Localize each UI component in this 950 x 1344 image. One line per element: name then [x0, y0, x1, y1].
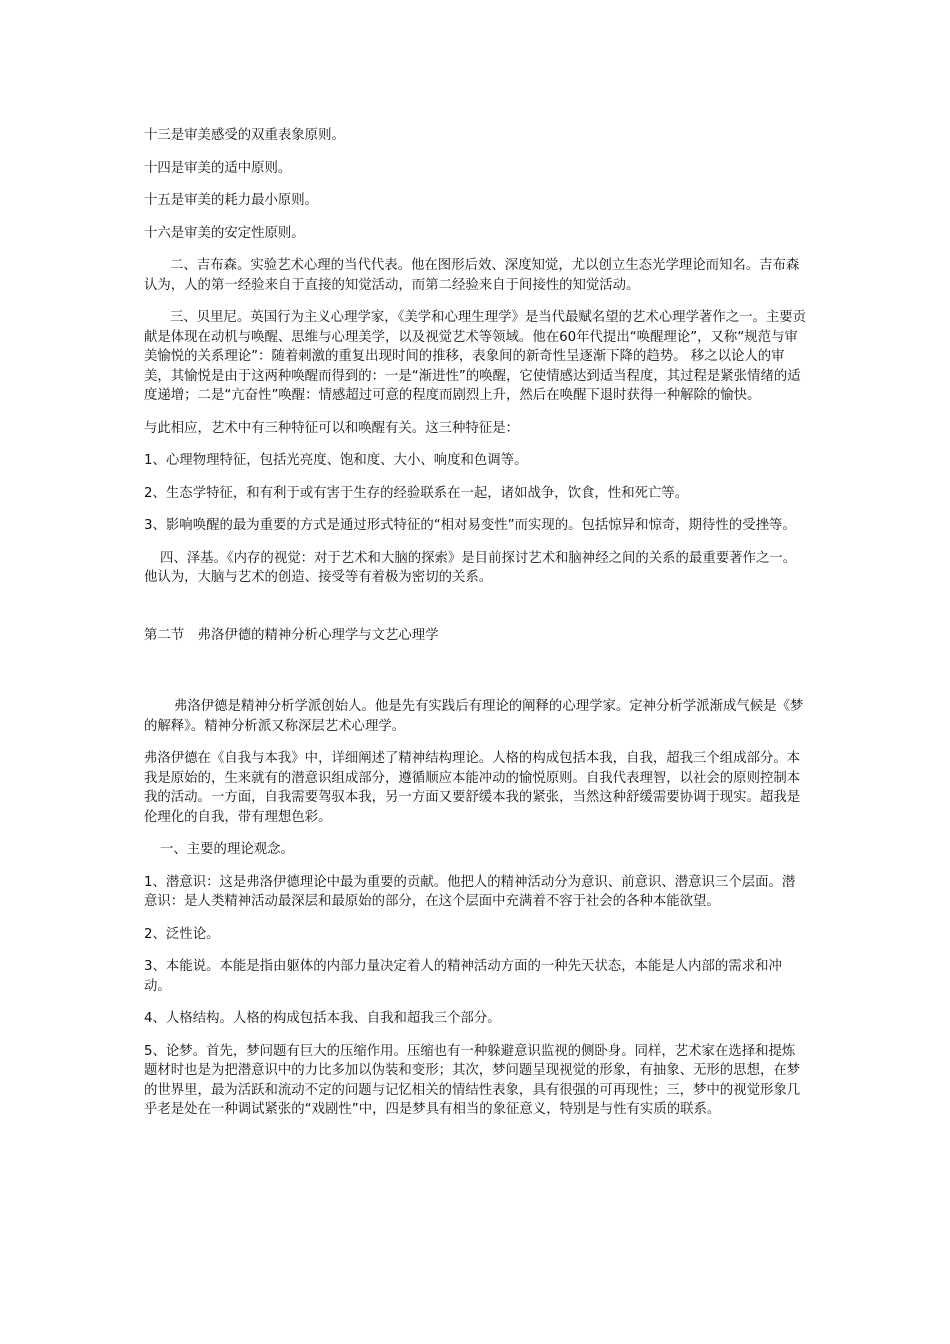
list-item: 5、论梦。首先，梦问题有巨大的压缩作用。压缩也有一种躲避意识监视的侧卧身。同样，艺术家在选择和提炼题材时也是为把潜意识中的力比多加以伪装和变形；其次，梦问题呈现视觉的形象，有抽象、无形的思想，在梦的世界里，最为活跃和流动不定的问题与记忆相关的情结性表象，具有很强的可再现性；三，梦中的视觉形象几乎老是处在一种调试紧张的“戏剧性”中，四是梦具有相当的象征意义，特别是与性有实质的联系。	[144, 1043, 801, 1117]
document-page	[144, 126, 808, 1133]
list-item: 2、生态学特征，和有利于或有害于生存的经验联系在一起，诸如战争，饮食，性和死亡等。	[144, 485, 689, 501]
list-item: 2、泛性论。	[144, 926, 220, 942]
paragraph: 十四是审美的适中原则。	[144, 160, 292, 176]
paragraph: 十五是审美的耗力最小原则。	[144, 193, 319, 208]
list-item: 3、本能说。本能是指由躯体的内部力量决定着人的精神活动方面的一种先天状态，本能是人内部的需求和冲动。	[144, 959, 782, 994]
list-item: 4、人格结构。人格的构成包括本我、自我和超我三个部分。	[144, 1011, 501, 1026]
list-item: 3、影响唤醒的最为重要的方式是通过形式特征的“相对易变性”而实现的。包括惊异和惊奇，期待性的受挫等。	[144, 518, 796, 533]
paragraph-freud-intro: 弗洛伊德是精神分析学派创始人。他是先有实践后有理论的阐释的心理学家。定神分析学派渐成气候是《梦的解释》。精神分析派又称深层艺术心理学。	[144, 699, 804, 734]
paragraph: 十六是审美的安定性原则。	[144, 225, 305, 241]
list-item: 1、心理物理特征，包括光亮度、饱和度、大小、响度和色调等。	[144, 453, 528, 468]
paragraph: 十三是审美感受的双重表象原则。	[144, 128, 345, 143]
paragraph-gibson: 二、吉布森。实验艺术心理的当代代表。他在图形后效、深度知觉，尤以创立生态光学理论而知名。吉布森认为，人的第一经验来自于直接的知觉活动，而第二经验来自于间接性的知觉活动。	[144, 258, 800, 293]
paragraph: 弗洛伊德在《自我与本我》中，详细阐述了精神结构理论。人格的构成包括本我，自我，超我三个组成部分。本我是原始的，生来就有的潜意识组成部分，遵循顺应本能冲动的愉悦原则。自我代表理智，以社会的原则控制本我的活动。一方面，自我需要驾驭本我，另一方面又要舒缓本我的紧张，当然这种舒缓需要协调于现实。超我是伦理化的自我，带有理想色彩。	[144, 751, 801, 825]
list-item: 1、潜意识：这是弗洛伊德理论中最为重要的贡献。他把人的精神活动分为意识、前意识、潜意识三个层面。潜意识：是人类精神活动最深层和最原始的部分，在这个层面中充满着不容于社会的各种本能欲望。	[144, 874, 796, 909]
paragraph: 与此相应，艺术中有三种特征可以和唤醒有关。这三种特征是：	[144, 420, 519, 436]
subheading: 一、主要的理论观念。	[160, 842, 294, 857]
paragraph-zeki: 四、泽基。《内存的视觉：对于艺术和大脑的探索》是目前探讨艺术和脑神经之间的关系的最重要著作之一。他认为，大脑与艺术的创造、接受等有着极为密切的关系。	[144, 550, 797, 585]
section-heading: 第二节 弗洛伊德的精神分析心理学与文艺心理学	[144, 627, 439, 643]
paragraph-berlyne: 三、贝里尼。英国行为主义心理学家，《美学和心理生理学》是当代最赋名望的艺术心理学著作之一。主要贡献是体现在动机与唤醒、思维与心理美学，以及视觉艺术等领域。他在60年代提出“唤醒理论”，又称“规范与审美愉悦的关系理论”：随着刺激的重复出现时间的推移，表象间的新奇性呈逐渐下降的趋势。 移之以论人的审美，其愉悦是由于这两种唤醒而得到的：一是“渐进性”的唤醒，它使情感达到适当程度，其过程是紧张情绪的适度递增；二是“亢奋性”唤醒：情感超过可意的程度而剧烈上升，然后在唤醒下退时获得一种解除的愉快。	[144, 310, 807, 403]
